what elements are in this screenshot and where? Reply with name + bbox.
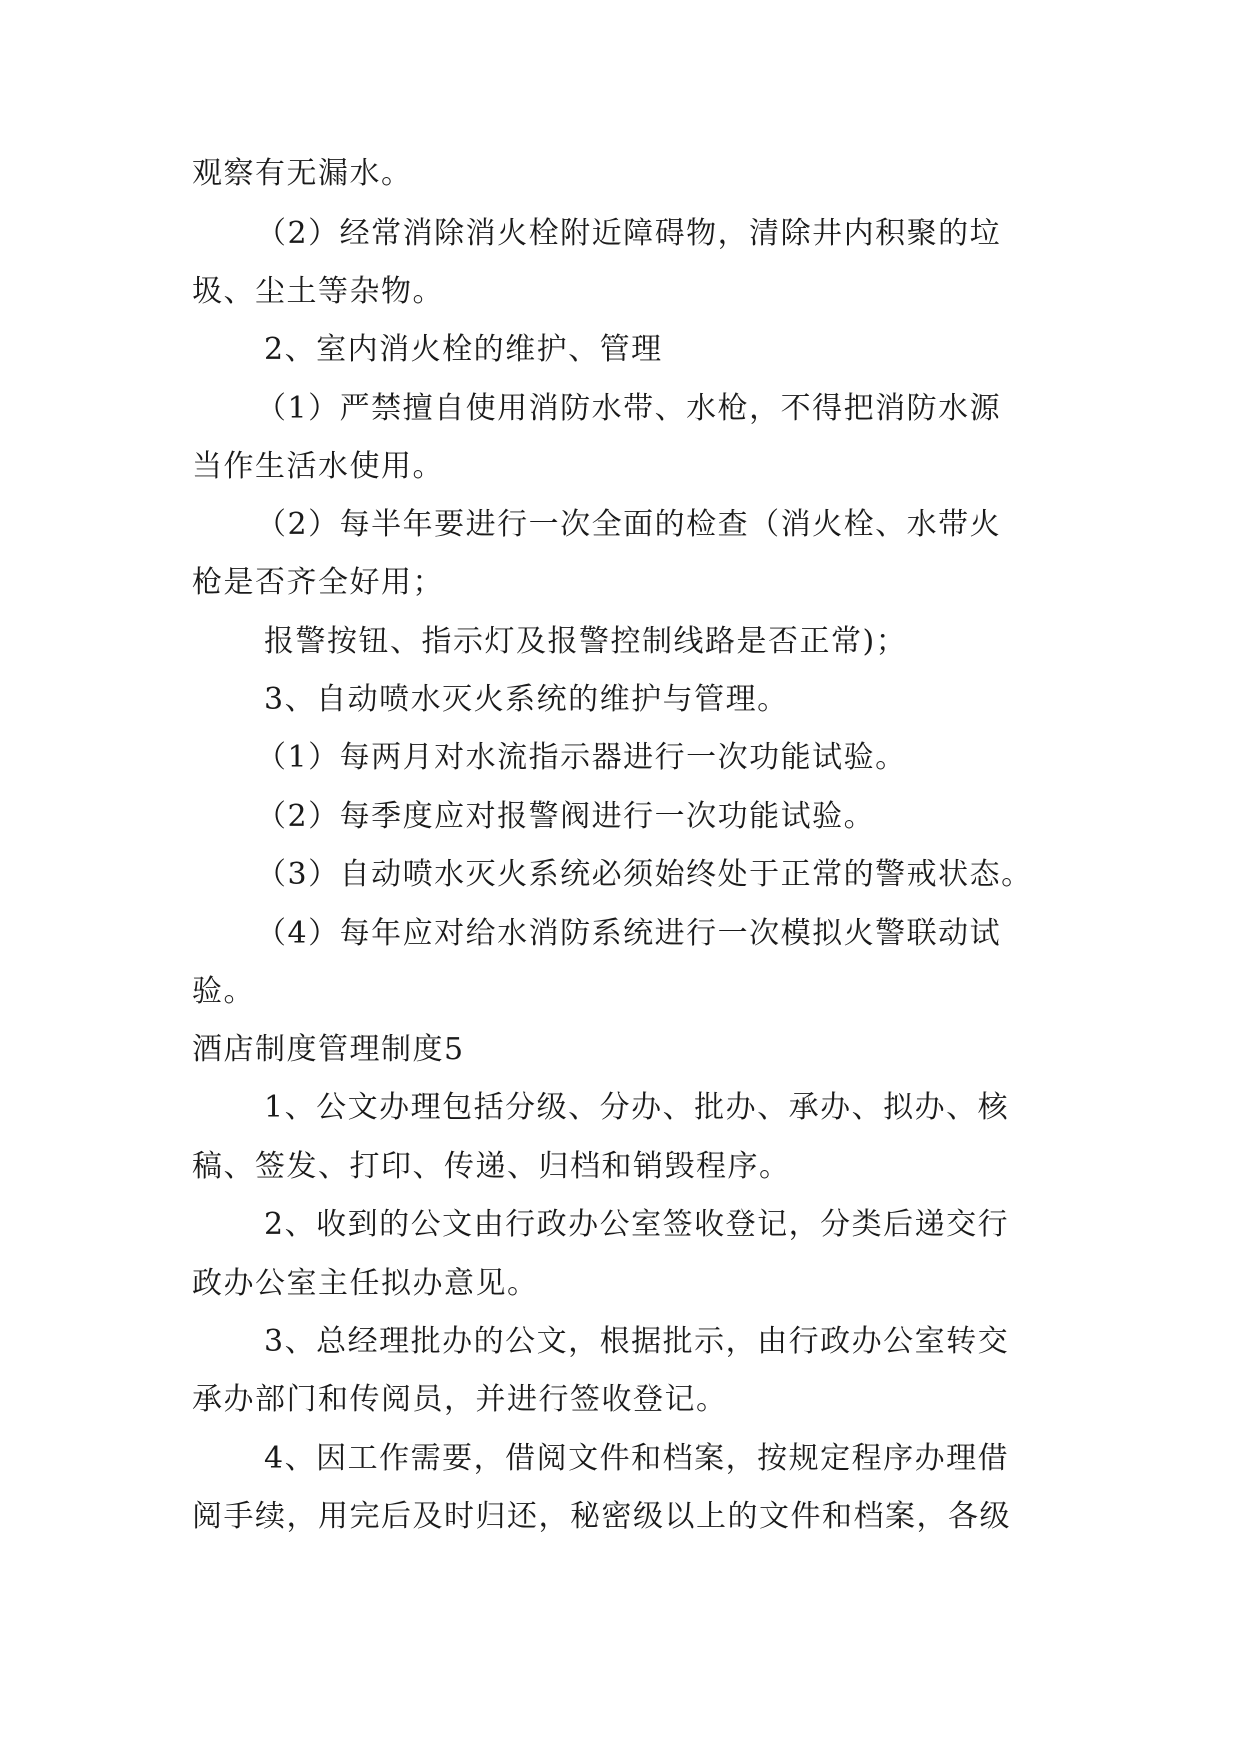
text-line: 4、因工作需要，借阅文件和档案，按规定程序办理借 — [264, 1441, 1010, 1476]
text-line: （2）每半年要进行一次全面的检查（消火栓、水带火 — [256, 507, 1002, 542]
text-line: （1）严禁擅自使用消防水带、水枪，不得把消防水源 — [256, 391, 1002, 426]
text-line: 3、总经理批办的公文，根据批示，由行政办公室转交 — [264, 1324, 1010, 1359]
text-line: （1）每两月对水流指示器进行一次功能试验。 — [256, 740, 907, 775]
text-line: 承办部门和传阅员，并进行签收登记。 — [192, 1382, 728, 1417]
text-line: （2）经常消除消火栓附近障碍物，清除井内积聚的垃 — [256, 216, 1002, 251]
text-line: （2）每季度应对报警阀进行一次功能试验。 — [256, 799, 876, 834]
text-line: 圾、尘土等杂物。 — [192, 274, 444, 309]
text-line: 报警按钮、指示灯及报警控制线路是否正常)； — [264, 624, 908, 659]
text-line: 2、收到的公文由行政办公室签收登记，分类后递交行 — [264, 1207, 1010, 1242]
text-line: 验。 — [192, 974, 255, 1009]
document-heading: 酒店制度管理制度5 — [192, 1032, 465, 1067]
text-line: 观察有无漏水。 — [192, 156, 413, 191]
text-line: （3）自动喷水灭火系统必须始终处于正常的警戒状态。 — [256, 857, 1033, 892]
text-line: 政办公室主任拟办意见。 — [192, 1266, 539, 1301]
section-heading: 2、室内消火栓的维护、管理 — [264, 332, 663, 367]
text-line: 阅手续，用完后及时归还，秘密级以上的文件和档案，各级 — [192, 1499, 1011, 1534]
text-line: （4）每年应对给水消防系统进行一次模拟火警联动试 — [256, 916, 1002, 951]
text-line: 1、公文办理包括分级、分办、批办、承办、拟办、核 — [264, 1090, 1010, 1125]
text-line: 枪是否齐全好用； — [192, 565, 444, 600]
text-line: 当作生活水使用。 — [192, 449, 444, 484]
section-heading: 3、自动喷水灭火系统的维护与管理。 — [264, 682, 789, 717]
text-line: 稿、签发、打印、传递、归档和销毁程序。 — [192, 1149, 791, 1184]
